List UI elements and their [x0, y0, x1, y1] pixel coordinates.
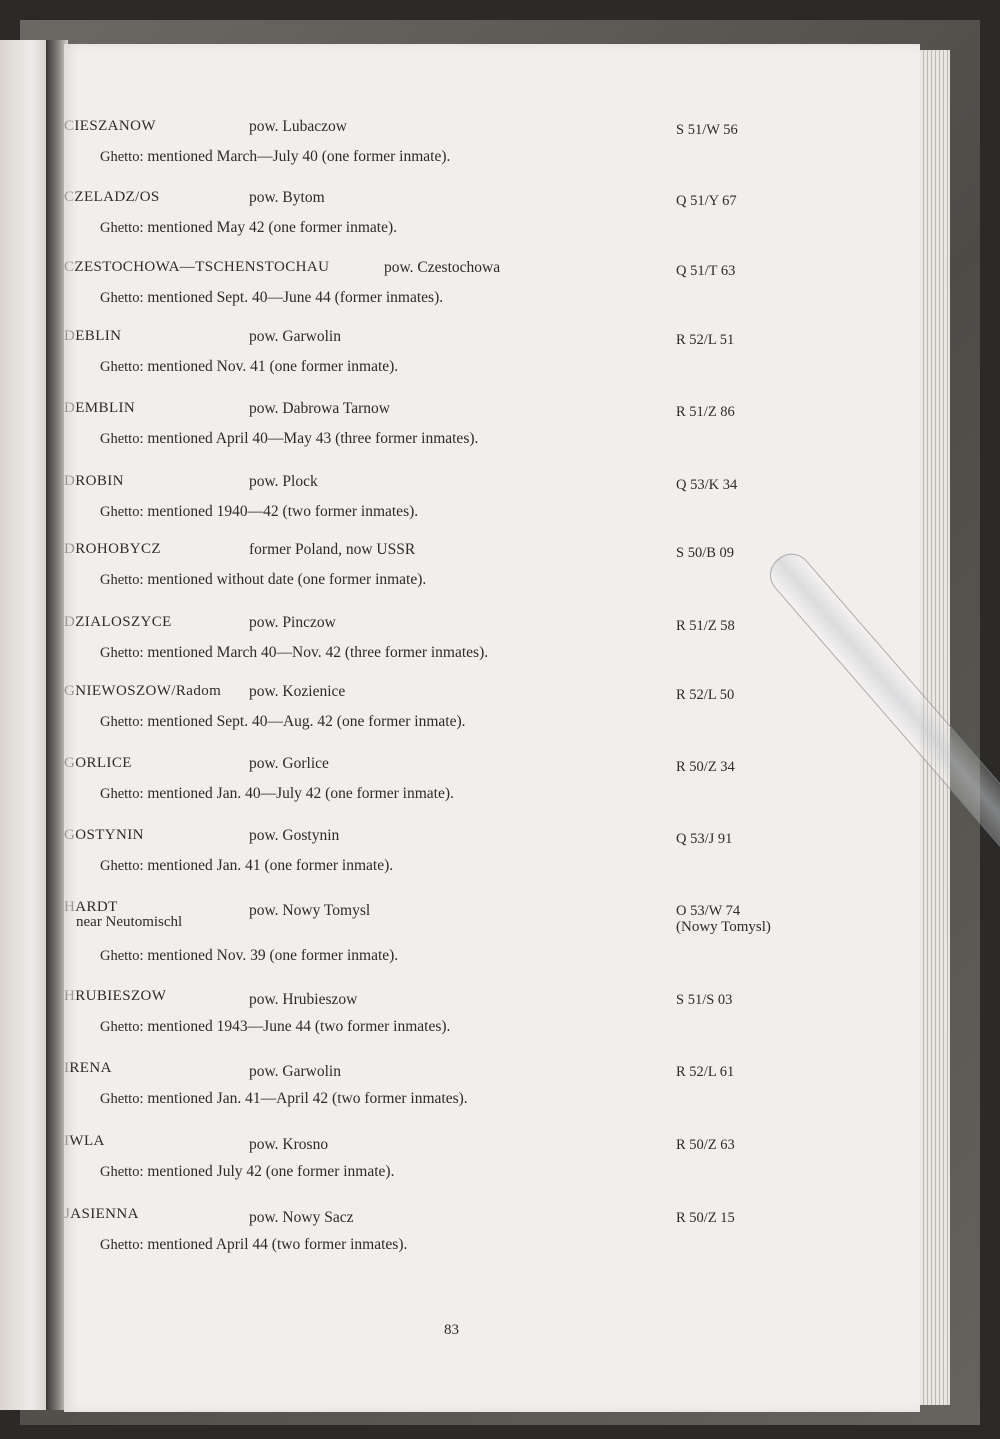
ghetto-note: Ghetto: mentioned April 40—May 43 (three former inmates). — [100, 430, 479, 447]
ghetto-note: Ghetto: mentioned Nov. 39 (one former inmate). — [100, 947, 399, 964]
place-name: GOSTYNIN — [64, 827, 144, 843]
map-coordinate: Q 51/Y 67 — [676, 193, 737, 209]
place-name: DEBLIN — [64, 328, 122, 344]
district: pow. Bytom — [249, 189, 325, 206]
map-coordinate: R 52/L 50 — [676, 687, 735, 703]
district: pow. Gorlice — [249, 755, 329, 772]
map-coordinate: S 50/B 09 — [676, 545, 735, 561]
district: pow. Garwolin — [249, 1063, 341, 1080]
map-coordinate: R 50/Z 34 — [676, 759, 735, 775]
map-coordinate: R 51/Z 58 — [676, 618, 735, 634]
place-name: DEMBLIN — [64, 400, 136, 416]
district: pow. Gostynin — [249, 827, 340, 844]
map-coordinate: Q 51/T 63 — [676, 263, 736, 279]
place-subtitle: near Neutomischl — [76, 914, 183, 930]
ghetto-note: Ghetto: mentioned Jan. 41 (one former inmate). — [100, 857, 394, 874]
district: pow. Hrubieszow — [249, 991, 358, 1008]
map-coordinate-note: (Nowy Tomysl) — [676, 919, 771, 935]
place-name: HRUBIESZOW — [64, 988, 167, 1004]
district: pow. Garwolin — [249, 328, 341, 345]
place-name: IWLA — [64, 1133, 105, 1149]
map-coordinate: R 50/Z 63 — [676, 1137, 735, 1153]
district: pow. Pinczow — [249, 614, 336, 631]
district: pow. Nowy Tomysl — [249, 902, 371, 919]
ghetto-note: Ghetto: mentioned Jan. 41—April 42 (two former inmates). — [100, 1090, 468, 1107]
place-name: DROBIN — [64, 473, 124, 489]
place-name: CZELADZ/OS — [64, 189, 160, 205]
map-coordinate: Q 53/K 34 — [676, 477, 738, 493]
map-coordinate: R 52/L 51 — [676, 332, 735, 348]
ghetto-note: Ghetto: mentioned 1940—42 (two former inmates). — [100, 503, 419, 520]
place-name: JASIENNA — [64, 1206, 139, 1222]
ghetto-note: Ghetto: mentioned May 42 (one former inmate). — [100, 219, 398, 236]
district: pow. Kozienice — [249, 683, 346, 700]
place-name: CIESZANOW — [64, 118, 156, 134]
map-coordinate: O 53/W 74 — [676, 903, 741, 919]
page-number: 83 — [444, 1322, 459, 1338]
map-coordinate: S 51/S 03 — [676, 992, 733, 1008]
district: pow. Czestochowa — [384, 259, 501, 276]
ghetto-note: Ghetto: mentioned Jan. 40—July 42 (one former inmate). — [100, 785, 454, 802]
district: pow. Plock — [249, 473, 318, 490]
ghetto-note: Ghetto: mentioned April 44 (two former inmates). — [100, 1236, 408, 1253]
place-name: IRENA — [64, 1060, 112, 1076]
map-coordinate: S 51/W 56 — [676, 122, 738, 138]
place-name: HARDT — [64, 899, 118, 915]
map-coordinate: Q 53/J 91 — [676, 831, 733, 847]
left-page-edge — [0, 40, 52, 1410]
place-name: DZIALOSZYCE — [64, 614, 172, 630]
ghetto-note: Ghetto: mentioned Sept. 40—Aug. 42 (one former inmate). — [100, 713, 466, 730]
map-coordinate: R 50/Z 15 — [676, 1210, 735, 1226]
district: pow. Dabrowa Tarnow — [249, 400, 390, 417]
ghetto-note: Ghetto: mentioned March 40—Nov. 42 (three former inmates). — [100, 644, 489, 661]
ghetto-note: Ghetto: mentioned without date (one former inmate). — [100, 571, 427, 588]
ghetto-note: Ghetto: mentioned Nov. 41 (one former inmate). — [100, 358, 399, 375]
map-coordinate: R 51/Z 86 — [676, 404, 735, 420]
district: pow. Lubaczow — [249, 118, 347, 135]
ghetto-note: Ghetto: mentioned July 42 (one former inmate). — [100, 1163, 395, 1180]
ghetto-note: Ghetto: mentioned 1943—June 44 (two former inmates). — [100, 1018, 451, 1035]
map-coordinate: R 52/L 61 — [676, 1064, 735, 1080]
district: pow. Krosno — [249, 1136, 329, 1153]
place-name: CZESTOCHOWA—TSCHENSTOCHAU — [64, 259, 330, 275]
ghetto-note: Ghetto: mentioned Sept. 40—June 44 (former inmates). — [100, 289, 444, 306]
book-page — [64, 44, 920, 1412]
ghetto-note: Ghetto: mentioned March—July 40 (one former inmate). — [100, 148, 451, 165]
place-name: GNIEWOSZOW/Radom — [64, 683, 222, 699]
place-name: DROHOBYCZ — [64, 541, 161, 557]
place-name: GORLICE — [64, 755, 132, 771]
district: pow. Nowy Sacz — [249, 1209, 354, 1226]
district: former Poland, now USSR — [249, 541, 416, 558]
